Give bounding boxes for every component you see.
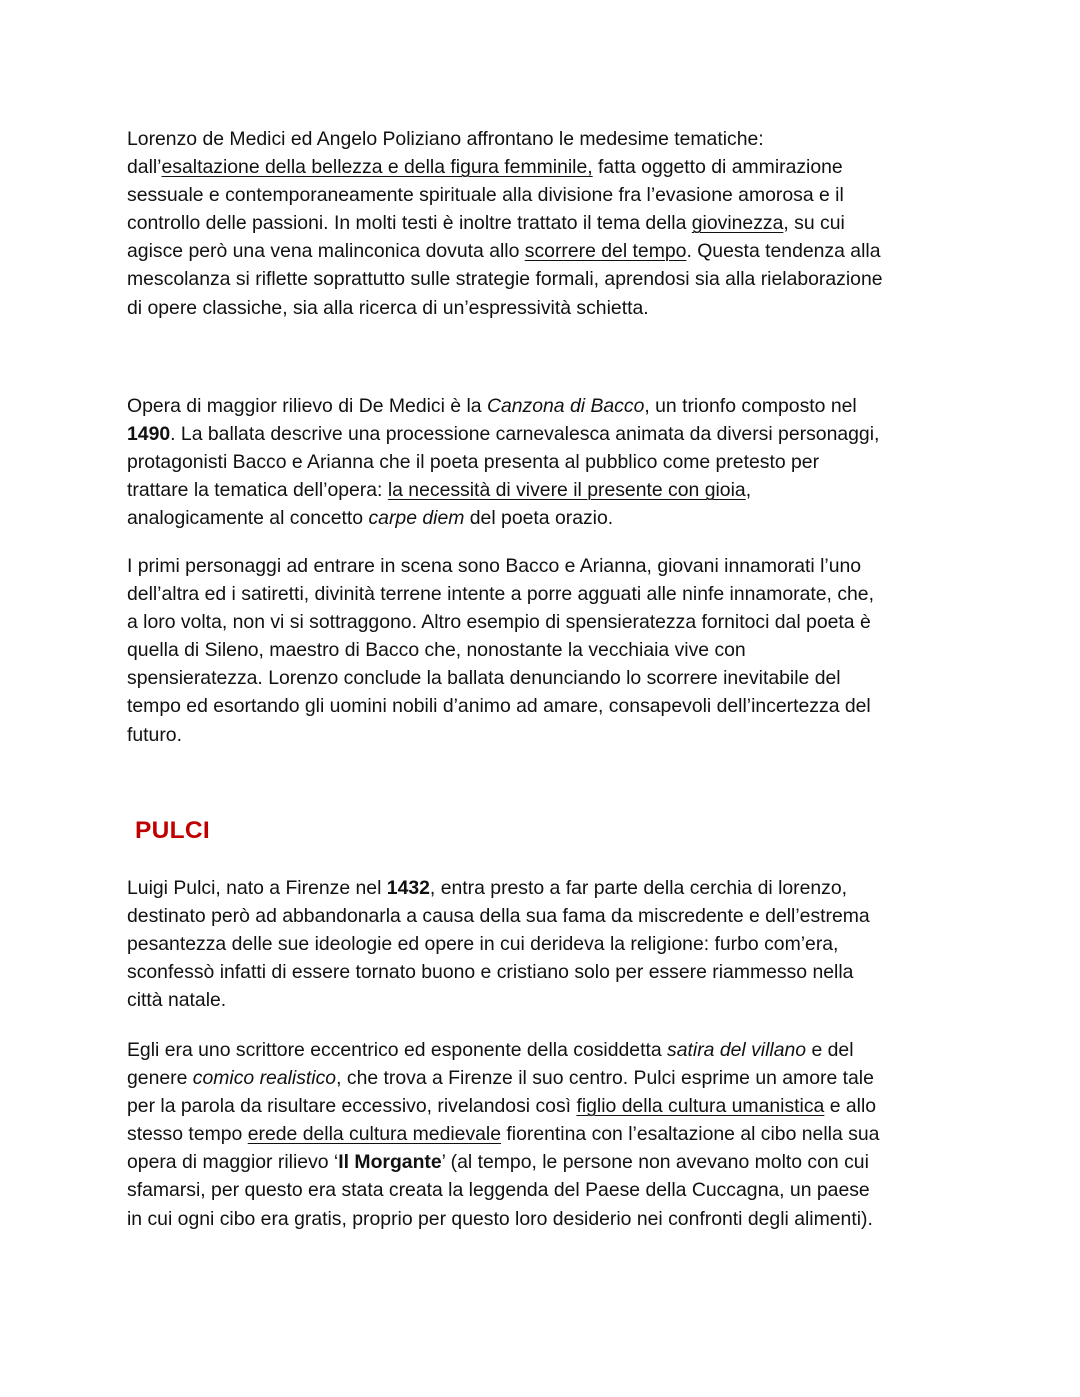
text-run: quella di Sileno, maestro di Bacco che, nonostante la vecchiaia vive con bbox=[127, 639, 746, 662]
text-run: sessuale e contemporaneamente spirituale alla divisione fra l’evasione amorosa e il bbox=[127, 184, 844, 207]
text-line bbox=[127, 294, 957, 322]
text-run: Lorenzo de Medici ed Angelo Poliziano affrontano le medesime tematiche: bbox=[127, 128, 764, 150]
text-line bbox=[127, 392, 957, 420]
text-line bbox=[127, 1064, 957, 1092]
text-line bbox=[127, 636, 957, 664]
personaggi-paragraph bbox=[127, 552, 957, 749]
text-run: , su cui bbox=[783, 212, 845, 235]
text-run: mescolanza si riflette soprattutto sulle strategie formali, aprendosi sia alla rielaborazione bbox=[127, 268, 883, 291]
italic-text: satira del villano bbox=[667, 1039, 807, 1061]
text-line bbox=[127, 448, 957, 476]
text-line bbox=[127, 237, 957, 265]
text-line bbox=[127, 153, 957, 181]
bold-text: 1432 bbox=[386, 877, 430, 899]
text-run: e allo bbox=[824, 1095, 877, 1118]
text-run: di opere classiche, sia alla ricerca di un’espressività schietta. bbox=[127, 296, 649, 319]
text-line bbox=[127, 958, 957, 986]
text-run: e del bbox=[806, 1039, 854, 1061]
text-line bbox=[127, 552, 957, 580]
underlined-text: la necessità di vivere il presente con gioia bbox=[387, 479, 746, 502]
text-line bbox=[127, 580, 957, 608]
text-run: tempo ed esortando gli uomini nobili d’animo ad amare, consapevoli dell’incertezza del bbox=[127, 695, 871, 718]
text-line bbox=[127, 181, 957, 209]
text-line bbox=[127, 265, 957, 293]
text-run: fatta oggetto di ammirazione bbox=[592, 156, 843, 179]
text-run: dall’ bbox=[127, 156, 162, 179]
underlined-text: giovinezza bbox=[691, 212, 784, 235]
text-line bbox=[127, 1148, 957, 1176]
text-line bbox=[127, 504, 957, 532]
text-run: , bbox=[745, 479, 752, 502]
text-run: controllo delle passioni. In molti testi è inoltre trattato il tema della bbox=[127, 212, 692, 235]
text-run: stesso tempo bbox=[127, 1123, 248, 1146]
text-line bbox=[127, 902, 957, 930]
text-run: genere bbox=[127, 1067, 193, 1090]
text-run: . Questa tendenza alla bbox=[686, 240, 881, 263]
text-run: Egli era uno scrittore eccentrico ed esponente della cosiddetta bbox=[127, 1039, 668, 1061]
underlined-text: esaltazione della bellezza e della figura femminile, bbox=[161, 156, 593, 179]
italic-text: Canzona di Bacco bbox=[486, 395, 645, 417]
underlined-text: erede della cultura medievale bbox=[247, 1123, 502, 1146]
text-run: del poeta orazio. bbox=[464, 507, 614, 530]
text-run: dell’altra ed i satiretti, divinità terrene intente a porre agguati alle ninfe innamorate, che, bbox=[127, 583, 874, 606]
section-heading-pulci: PULCI bbox=[135, 817, 210, 844]
text-line bbox=[127, 721, 957, 749]
text-line bbox=[127, 1176, 957, 1204]
text-run: sconfessò infatti di essere tornato buono e cristiano solo per essere riammesso nella bbox=[127, 961, 854, 984]
pulci-bio-paragraph bbox=[127, 874, 957, 1014]
intro-paragraph bbox=[127, 125, 957, 322]
text-line bbox=[127, 1205, 957, 1233]
canzona-paragraph bbox=[127, 392, 957, 532]
text-line bbox=[127, 1036, 957, 1064]
underlined-text: scorrere del tempo bbox=[524, 240, 687, 263]
text-line bbox=[127, 125, 957, 153]
text-line bbox=[127, 874, 957, 902]
bold-text: Il Morgante bbox=[338, 1151, 442, 1174]
text-run: Luigi Pulci, nato a Firenze nel bbox=[127, 877, 387, 899]
text-line bbox=[127, 986, 957, 1014]
text-run: , che trova a Firenze il suo centro. Pulci esprime un amore tale bbox=[336, 1067, 874, 1090]
underlined-text: figlio della cultura umanistica bbox=[576, 1095, 825, 1118]
text-run: , un trionfo composto nel bbox=[644, 395, 857, 417]
italic-text: comico realistico bbox=[192, 1067, 337, 1090]
text-run: ’ (al tempo, le persone non avevano molto con cui bbox=[441, 1151, 869, 1174]
text-line bbox=[127, 1120, 957, 1148]
text-run: agisce però una vena malinconica dovuta allo bbox=[127, 240, 525, 263]
text-run: in cui ogni cibo era gratis, proprio per questo loro desiderio nei confronti degli alimenti). bbox=[127, 1207, 873, 1230]
text-run: spensieratezza. Lorenzo conclude la ballata denunciando lo scorrere inevitabile del bbox=[127, 667, 841, 690]
text-run: futuro. bbox=[127, 723, 182, 746]
text-run: destinato però ad abbandonarla a causa della sua fama da miscredente e dell’estrema bbox=[127, 905, 870, 928]
text-run: sfamarsi, per questo era stata creata la leggenda del Paese della Cuccagna, un paese bbox=[127, 1179, 870, 1202]
text-line bbox=[127, 1092, 957, 1120]
text-line bbox=[127, 420, 957, 448]
text-run: per la parola da risultare eccessivo, rivelandosi così bbox=[127, 1095, 577, 1118]
text-run: . La ballata descrive una processione carnevalesca animata da diversi personaggi, bbox=[170, 423, 880, 446]
text-line bbox=[127, 209, 957, 237]
text-run: protagonisti Bacco e Arianna che il poeta presenta al pubblico come pretesto per bbox=[127, 451, 820, 474]
pulci-style-paragraph bbox=[127, 1036, 957, 1233]
text-run: I primi personaggi ad entrare in scena sono Bacco e Arianna, giovani innamorati l’uno bbox=[127, 555, 862, 577]
text-run: pesantezza delle sue ideologie ed opere in cui derideva la religione: furbo com’era, bbox=[127, 933, 839, 956]
text-run: analogicamente al concetto bbox=[127, 507, 369, 530]
bold-text: 1490 bbox=[127, 423, 171, 446]
text-run: a loro volta, non vi si sottraggono. Altro esempio di spensieratezza fornitoci dal poeta è bbox=[127, 611, 871, 634]
text-run: opera di maggior rilievo ‘ bbox=[127, 1151, 339, 1174]
text-run: fiorentina con l’esaltazione al cibo nella sua bbox=[501, 1123, 880, 1146]
text-line bbox=[127, 664, 957, 692]
text-line bbox=[127, 930, 957, 958]
text-run: città natale. bbox=[127, 989, 227, 1012]
italic-text: carpe diem bbox=[368, 507, 465, 530]
text-run: Opera di maggior rilievo di De Medici è la bbox=[127, 395, 487, 417]
text-line bbox=[127, 476, 957, 504]
text-run: , entra presto a far parte della cerchia di lorenzo, bbox=[429, 877, 848, 899]
text-line bbox=[127, 608, 957, 636]
text-line bbox=[127, 692, 957, 720]
text-run: trattare la tematica dell’opera: bbox=[127, 479, 388, 502]
